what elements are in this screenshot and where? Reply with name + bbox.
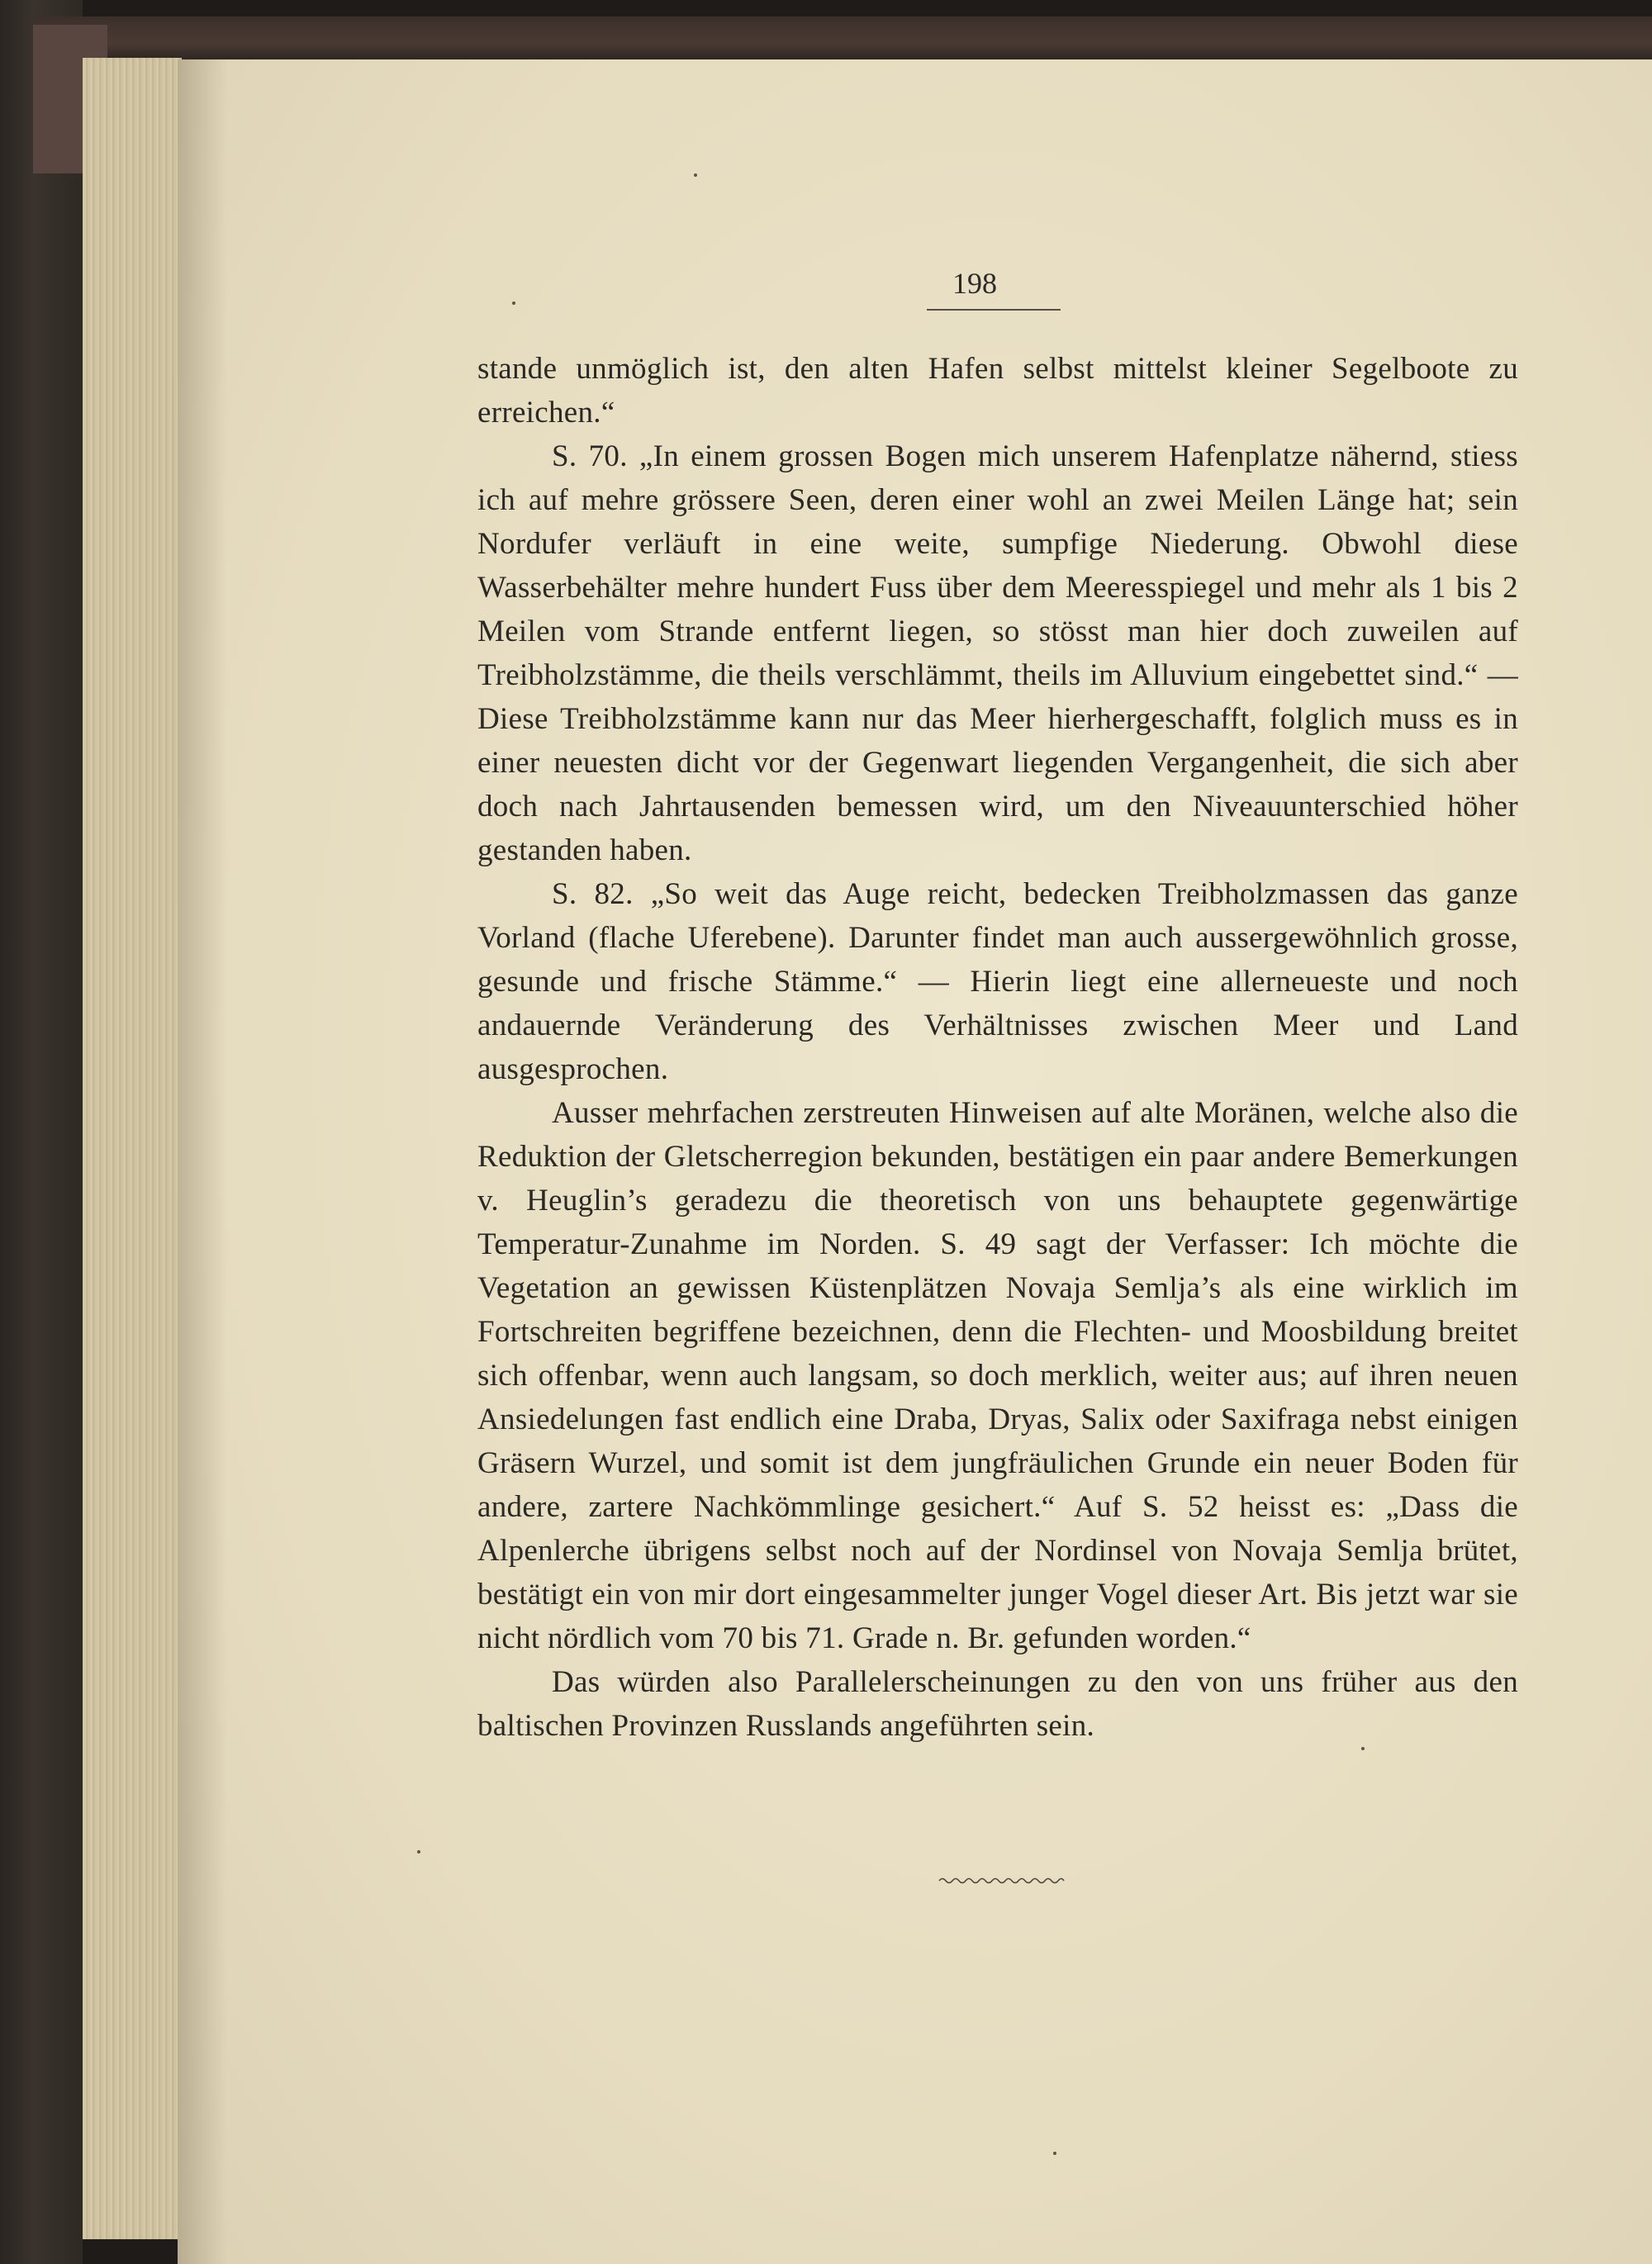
paragraph-1: stande unmöglich ist, den alten Hafen selbst mittelst kleiner Segelboote zu erreichen.“ [477,352,1518,430]
wavy-end-rule-ornament [938,1875,1066,1887]
paper-speck [1361,1747,1365,1750]
body-text [477,347,1518,1748]
book-cover-left [0,0,83,2264]
paragraph-4: Ausser mehrfachen zerstreuten Hinweisen auf alte Moränen, welche also die Reduktion der Gletscherregion bekunden, bestätigen ein paar andere Bemerkungen v. Heuglin’s geradezu die theoretisch von uns behauptete gegenwärtige Temperatur-Zunahme im Norden. S. 49 sagt der Verfasser: Ich möchte die Vegetation an gewissen Küstenplätzen Novaja Semlja’s als eine wirklich im Fortschreiten begriffene bezeichnen, denn die Flechten- und Moosbildung breitet sich offenbar, wenn auch langsam, so doch merklich, weiter aus; auf ihren neuen Ansiedelungen fast endlich eine Draba, Dryas, Salix oder Saxifraga nebst einigen Gräsern Wurzel, und somit ist dem jungfräulichen Grunde ein neuer Boden für andere, zartere Nachkömmlinge gesichert.“ Auf S. 52 heisst es: „Dass die Alpenlerche übrigens selbst noch auf der Nordinsel von Novaja Semlja brütet, bestätigt ein von mir dort eingesammelter junger Vogel dieser Art. Bis jetzt war sie nicht nördlich vom 70 bis 71. Grade n. Br. gefunden worden.“ [477,1096,1518,1655]
book-cover-top [33,17,1652,62]
paper-speck [417,1850,420,1853]
paragraph-2: S. 70. „In einem grossen Bogen mich unserem Hafenplatze nähernd, stiess ich auf mehre grössere Seen, deren einer wohl an zwei Meilen Länge hat; sein Nordufer verläuft in eine weite, sumpfige Niederung. Obwohl diese Wasserbehälter mehre hundert Fuss über dem Meeresspiegel und mehr als 1 bis 2 Meilen vom Strande entfernt liegen, so stösst man hier doch zuweilen auf Treibholzstämme, die theils verschlämmt, theils im Alluvium eingebettet sind.“ — Diese Treibholzstämme kann nur das Meer hierhergeschafft, folglich muss es in einer neuesten dicht vor der Gegenwart liegenden Vergangenheit, die sich aber doch nach Jahrtausenden bemessen wird, um den Niveauunterschied höher gestanden haben. [477,439,1518,867]
paragraph-3: S. 82. „So weit das Auge reicht, bedecken Treibholzmassen das ganze Vorland (flache Uferebene). Darunter findet man auch aussergewöhnlich grosse, gesunde und frische Stämme.“ — Hierin liegt eine allerneueste und noch andauernde Veränderung des Verhältnisses zwischen Meer und Land ausgesprochen. [477,877,1518,1086]
paper-speck [694,173,697,177]
gutter-shadow [178,59,227,2264]
paragraph-5: Das würden also Parallelerscheinungen zu den von uns früher aus den baltischen Provinzen Russlands angeführten sein. [477,1665,1518,1743]
page-number-rule [927,309,1061,311]
paper-speck [512,301,515,305]
paper-speck [1053,2152,1056,2155]
page-number: 198 [952,267,997,300]
page-edges [83,58,182,2239]
